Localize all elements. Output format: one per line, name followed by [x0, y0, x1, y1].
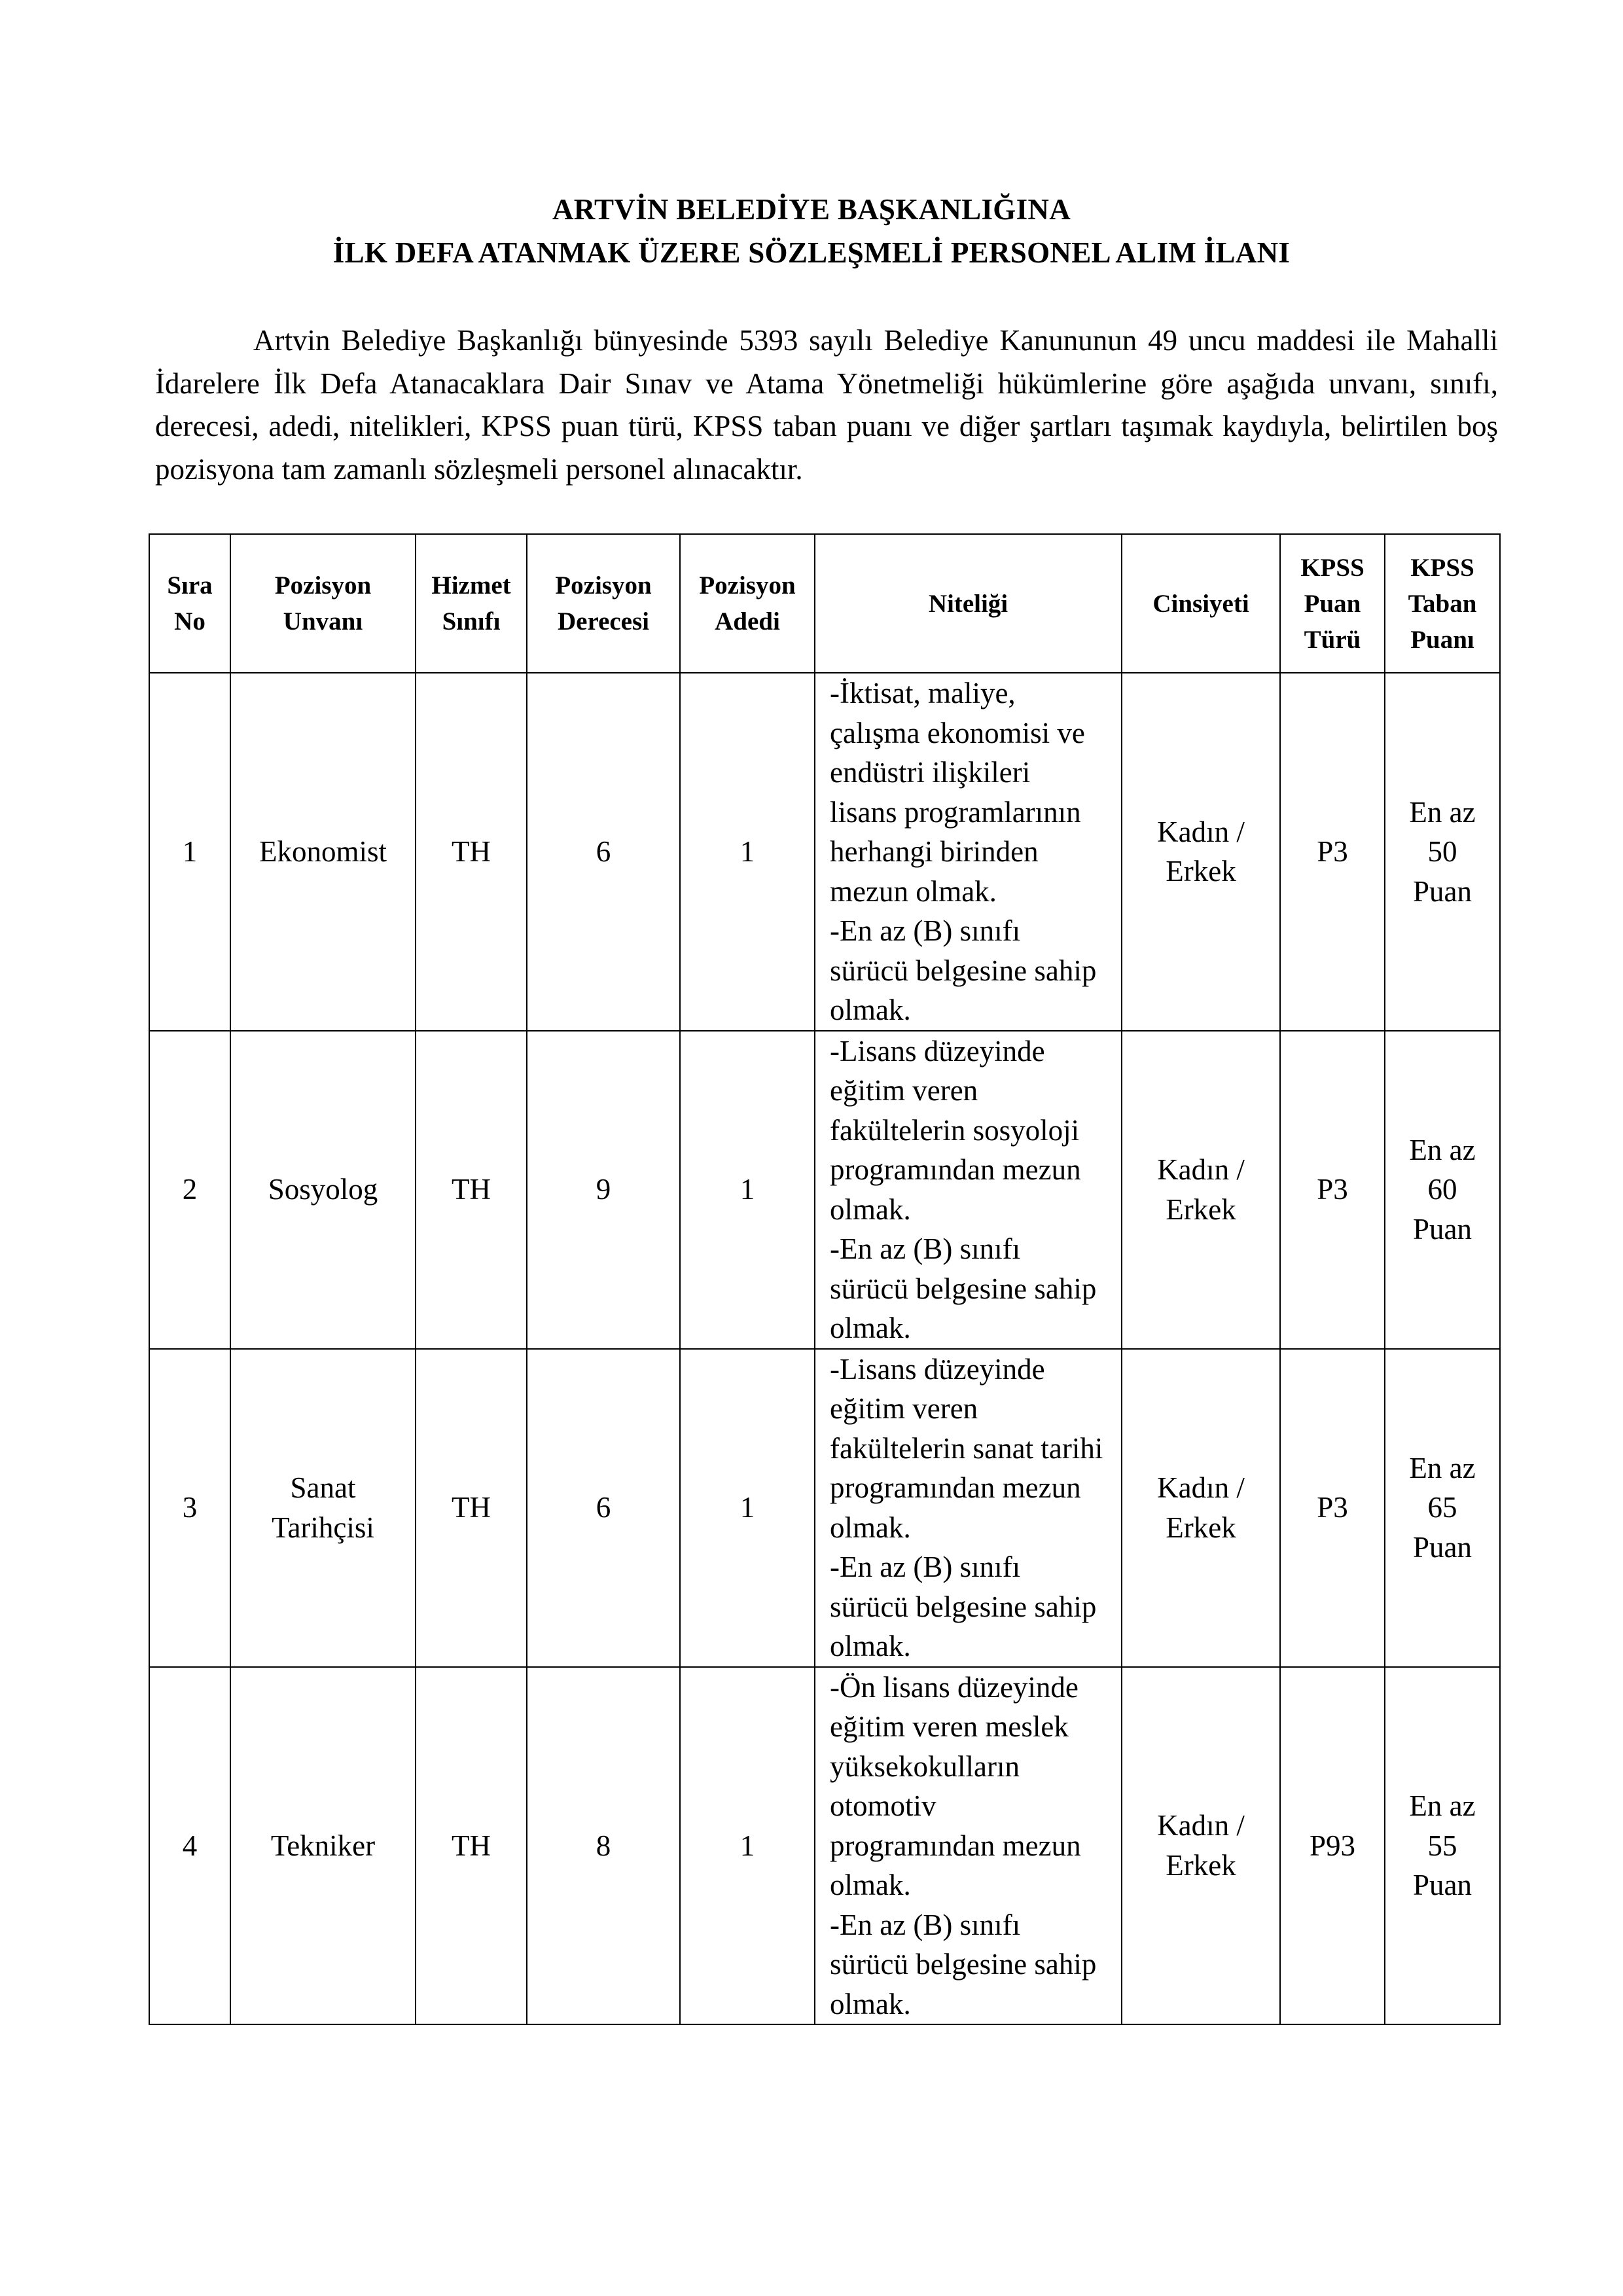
cell-line: Erkek: [1166, 1848, 1236, 1882]
cell-pozisyon-unvani: [230, 1349, 416, 1667]
document-title: ARTVİN BELEDİYE BAŞKANLIĞINA: [552, 193, 1071, 226]
cell-cinsiyeti: [1122, 1031, 1280, 1349]
cell-line: Tekniker: [270, 1829, 376, 1862]
table-row: [149, 673, 1500, 1031]
cell-line: eğitim veren: [830, 1392, 978, 1425]
cell-line: Puan: [1413, 1212, 1472, 1246]
cell-line: Kadın /: [1157, 1153, 1245, 1186]
cell-pozisyon-unvani: [230, 1031, 416, 1349]
cell-line: En az: [1409, 795, 1476, 829]
header-line: KPSS: [1300, 553, 1364, 582]
header-pozisyon-adedi: [680, 534, 815, 673]
cell-line: Sanat: [290, 1471, 356, 1504]
cell-niteligi: [815, 673, 1122, 1031]
cell-cinsiyeti: [1122, 1667, 1280, 2025]
cell-line: programından mezun: [830, 1829, 1081, 1862]
cell-kpss-puan-turu: P3: [1280, 1349, 1385, 1667]
header-line: Türü: [1304, 625, 1361, 654]
cell-line: sürücü belgesine sahip: [830, 1948, 1097, 1981]
cell-line: Ekonomist: [259, 835, 387, 868]
cell-hizmet-sinifi: TH: [416, 1031, 527, 1349]
cell-sira-no: 4: [149, 1667, 230, 2025]
cell-line: herhangi birinden: [830, 835, 1039, 868]
cell-line: otomotiv: [830, 1789, 936, 1822]
cell-pozisyon-derecesi: 6: [527, 673, 680, 1031]
cell-line: En az: [1409, 1451, 1476, 1484]
header-line: Puan: [1304, 589, 1361, 618]
cell-line: Kadın /: [1157, 1471, 1245, 1504]
cell-line: -En az (B) sınıfı: [830, 1551, 1021, 1583]
cell-kpss-taban-puani: [1385, 1349, 1500, 1667]
cell-line: -Lisans düzeyinde: [830, 1034, 1045, 1067]
cell-pozisyon-adedi: 1: [680, 1349, 815, 1667]
cell-pozisyon-derecesi: 6: [527, 1349, 680, 1667]
cell-line: 60: [1427, 1173, 1457, 1206]
header-pozisyon-derecesi: [527, 534, 680, 673]
cell-line: Kadın /: [1157, 815, 1245, 848]
cell-line: mezun olmak.: [830, 874, 997, 908]
cell-niteligi: [815, 1349, 1122, 1667]
header-line: Sıra: [167, 571, 213, 600]
cell-line: olmak.: [830, 1193, 911, 1226]
header-line: Niteliği: [928, 589, 1008, 618]
cell-line: En az: [1409, 1133, 1476, 1166]
cell-pozisyon-derecesi: 9: [527, 1031, 680, 1349]
cell-line: olmak.: [830, 1511, 911, 1544]
cell-kpss-taban-puani: [1385, 1031, 1500, 1349]
cell-line: eğitim veren meslek: [830, 1710, 1069, 1743]
header-kpss-puan-turu: [1280, 534, 1385, 673]
cell-line: Puan: [1413, 1530, 1472, 1564]
cell-kpss-taban-puani: [1385, 673, 1500, 1031]
cell-niteligi: [815, 1031, 1122, 1349]
cell-line: olmak.: [830, 1630, 911, 1662]
cell-line: Tarihçisi: [272, 1511, 374, 1544]
header-hizmet-sinifi: [416, 534, 527, 673]
header-line: No: [174, 607, 205, 636]
header-line: Cinsiyeti: [1152, 589, 1249, 618]
cell-sira-no: 3: [149, 1349, 230, 1667]
header-line: Taban: [1408, 589, 1477, 618]
cell-kpss-taban-puani: [1385, 1667, 1500, 2025]
header-line: Pozisyon: [555, 571, 652, 600]
header-sira-no: [149, 534, 230, 673]
header-kpss-taban-puani: [1385, 534, 1500, 673]
cell-kpss-puan-turu: P3: [1280, 673, 1385, 1031]
cell-pozisyon-unvani: [230, 1667, 416, 2025]
cell-sira-no: 2: [149, 1031, 230, 1349]
intro-paragraph: Artvin Belediye Başkanlığı bünyesinde 5393 sayılı Belediye Kanununun 49 uncu maddesi ile Mahalli İdarelere İlk Defa Atanacaklara Dair Sınav ve Atama Yönetmeliği hükümlerine göre aşağıda unvanı, sınıfı, derecesi, adedi, nitelikleri, KPSS puan türü, KPSS taban puanı ve diğer şartları taşımak kaydıyla, belirtilen boş pozisyona tam zamanlı sözleşmeli personel alınacaktır.: [155, 324, 1498, 486]
cell-line: -En az (B) sınıfı: [830, 1908, 1021, 1941]
cell-line: 50: [1427, 835, 1457, 868]
cell-line: fakültelerin sosyoloji: [830, 1113, 1080, 1147]
table-header-row: [149, 534, 1500, 673]
cell-pozisyon-adedi: 1: [680, 673, 815, 1031]
cell-sira-no: 1: [149, 673, 230, 1031]
header-line: Pozisyon: [274, 571, 372, 600]
cell-pozisyon-unvani: [230, 673, 416, 1031]
cell-line: Erkek: [1166, 1193, 1236, 1226]
cell-line: lisans programlarının: [830, 795, 1081, 829]
table-row: [149, 1349, 1500, 1667]
cell-line: sürücü belgesine sahip: [830, 1590, 1097, 1623]
cell-kpss-puan-turu: P3: [1280, 1031, 1385, 1349]
cell-line: sürücü belgesine sahip: [830, 954, 1097, 987]
cell-line: -Lisans düzeyinde: [830, 1352, 1045, 1386]
cell-line: yüksekokulların: [830, 1749, 1020, 1783]
cell-kpss-puan-turu: P93: [1280, 1667, 1385, 2025]
header-line: Sınıfı: [442, 607, 501, 636]
document-subtitle: İLK DEFA ATANMAK ÜZERE SÖZLEŞMELİ PERSONEL ALIM İLANI: [332, 236, 1291, 269]
cell-niteligi: [815, 1667, 1122, 2025]
header-cinsiyeti: [1122, 534, 1280, 673]
cell-cinsiyeti: [1122, 673, 1280, 1031]
header-pozisyon-unvani: [230, 534, 416, 673]
table-row: [149, 1031, 1500, 1349]
cell-line: çalışma ekonomisi ve: [830, 716, 1085, 749]
cell-line: eğitim veren: [830, 1074, 978, 1107]
cell-hizmet-sinifi: TH: [416, 1667, 527, 2025]
cell-cinsiyeti: [1122, 1349, 1280, 1667]
cell-line: -En az (B) sınıfı: [830, 914, 1021, 947]
cell-line: Sosyolog: [268, 1173, 378, 1206]
header-line: Puanı: [1410, 625, 1474, 654]
cell-line: olmak.: [830, 1987, 911, 2020]
cell-line: -İktisat, maliye,: [830, 677, 1016, 709]
cell-line: Kadın /: [1157, 1809, 1245, 1842]
cell-line: Erkek: [1166, 1511, 1236, 1544]
cell-hizmet-sinifi: TH: [416, 1349, 527, 1667]
header-line: Derecesi: [557, 607, 650, 636]
cell-hizmet-sinifi: TH: [416, 673, 527, 1031]
header-line: Pozisyon: [699, 571, 796, 600]
table-row: [149, 1667, 1500, 2025]
positions-table: [149, 533, 1501, 2025]
header-line: KPSS: [1410, 553, 1474, 582]
header-line: Hizmet: [431, 571, 511, 600]
header-line: Adedi: [715, 607, 780, 636]
cell-line: En az: [1409, 1789, 1476, 1822]
cell-line: endüstri ilişkileri: [830, 756, 1031, 789]
cell-line: -En az (B) sınıfı: [830, 1232, 1021, 1265]
cell-line: olmak.: [830, 1312, 911, 1344]
cell-line: olmak.: [830, 1869, 911, 1901]
cell-line: 65: [1427, 1491, 1457, 1524]
cell-pozisyon-adedi: 1: [680, 1031, 815, 1349]
cell-line: olmak.: [830, 994, 911, 1026]
cell-pozisyon-derecesi: 8: [527, 1667, 680, 2025]
cell-pozisyon-adedi: 1: [680, 1667, 815, 2025]
cell-line: Puan: [1413, 1869, 1472, 1901]
cell-line: programından mezun: [830, 1153, 1081, 1186]
cell-line: Erkek: [1166, 855, 1236, 888]
cell-line: fakültelerin sanat tarihi: [830, 1431, 1103, 1465]
cell-line: 55: [1427, 1829, 1457, 1862]
cell-line: sürücü belgesine sahip: [830, 1272, 1097, 1305]
header-niteligi: [815, 534, 1122, 673]
cell-line: -Ön lisans düzeyinde: [830, 1670, 1079, 1704]
header-line: Unvanı: [283, 607, 363, 636]
cell-line: programından mezun: [830, 1471, 1081, 1504]
cell-line: Puan: [1413, 874, 1472, 908]
